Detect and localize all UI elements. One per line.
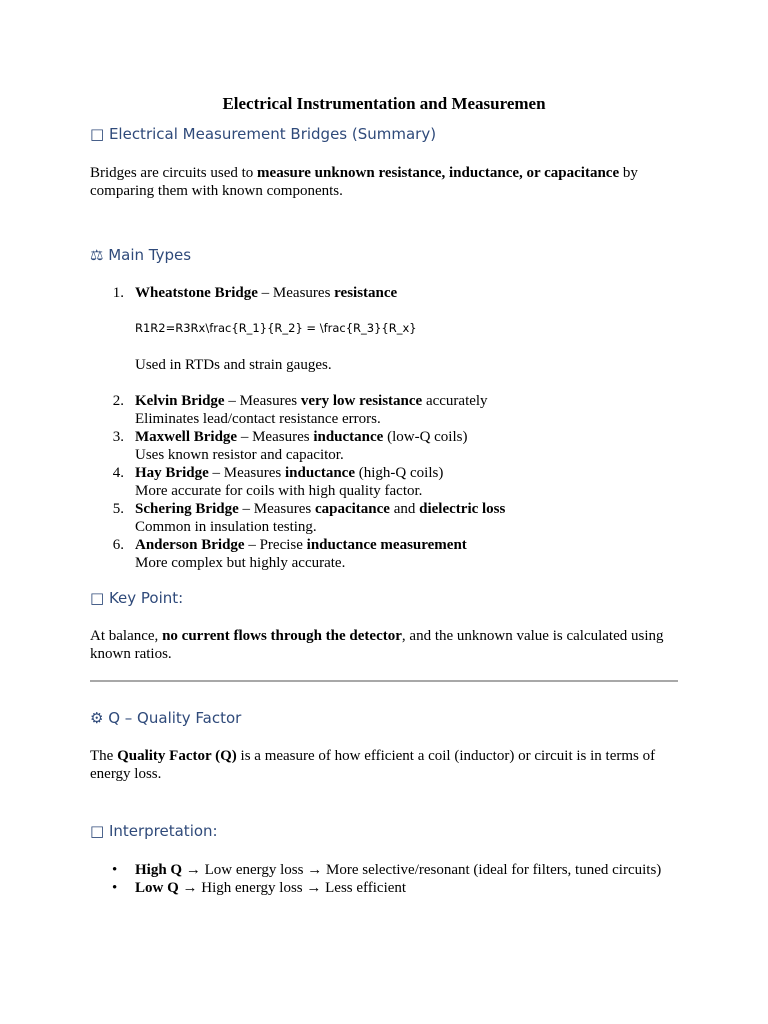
bridge-name: Anderson Bridge <box>135 537 245 553</box>
bridge-note: More accurate for coils with high quality factor. <box>135 483 423 499</box>
key-point-paragraph: At balance, no current flows through the detector, and the unknown value is calculated using known ratios. <box>90 628 664 662</box>
document-title: Electrical Instrumentation and Measuremen <box>222 94 546 113</box>
horizontal-divider <box>90 680 678 682</box>
list-item: 5. Schering Bridge – Measures capacitance and dielectric loss Common in insulation testing. <box>90 500 678 536</box>
bridge-list <box>90 284 678 302</box>
list-item: 6. Anderson Bridge – Precise inductance measurement More complex but highly accurate. <box>90 536 678 572</box>
bridge-note: Eliminates lead/contact resistance errors. <box>135 411 381 427</box>
interpretation-list <box>90 861 678 897</box>
bridge-name: Kelvin Bridge <box>135 393 225 409</box>
list-item: • Low Q → High energy loss → Less efficient <box>112 880 407 896</box>
bridge-name: Hay Bridge <box>135 465 209 481</box>
list-number: 5. <box>112 501 124 517</box>
section-heading-interpretation: □ Interpretation: <box>90 822 218 840</box>
list-item: 3. Maxwell Bridge – Measures inductance (low-Q coils) Uses known resistor and capacitor. <box>90 428 678 464</box>
section-heading-quality-factor: ⚙ Q – Quality Factor <box>90 709 242 727</box>
list-item: • High Q → Low energy loss → More selective/resonant (ideal for filters, tuned circuits) <box>112 862 662 878</box>
list-item: 2. Kelvin Bridge – Measures very low resistance accurately Eliminates lead/contact resistance errors. <box>90 392 678 428</box>
bullet: • <box>112 862 118 878</box>
bridge-note: Uses known resistor and capacitor. <box>135 447 344 463</box>
bridge-name: Schering Bridge <box>135 501 239 517</box>
bridge-name: Maxwell Bridge <box>135 429 238 445</box>
list-item: 4. Hay Bridge – Measures inductance (high-Q coils) More accurate for coils with high quality factor. <box>90 464 678 500</box>
section-heading-main-types: ⚖ Main Types <box>90 246 192 264</box>
bridge-note: Common in insulation testing. <box>135 519 317 535</box>
list-item: 1. Wheatstone Bridge – Measures resistance <box>90 284 678 302</box>
section-heading-bridges: □ Electrical Measurement Bridges (Summary) <box>90 125 437 143</box>
quality-factor-paragraph: The Quality Factor (Q) is a measure of how efficient a coil (inductor) or circuit is in terms of energy loss. <box>90 748 656 782</box>
bridge-list-continued <box>90 392 678 572</box>
intro-paragraph: Bridges are circuits used to measure unknown resistance, inductance, or capacitance by comparing them with known components. <box>90 165 638 199</box>
section-heading-key-point: □ Key Point: <box>90 589 184 607</box>
list-number: 3. <box>112 429 124 445</box>
list-number: 2. <box>112 393 124 409</box>
list-number: 6. <box>112 537 124 553</box>
wheatstone-note: Used in RTDs and strain gauges. <box>135 357 332 373</box>
bridge-note: More complex but highly accurate. <box>135 555 346 571</box>
bullet: • <box>112 880 118 896</box>
wheatstone-formula: R1R2=R3Rx\frac{R_1}{R_2} = \frac{R_3}{R_x} <box>135 321 417 335</box>
list-number: 1. <box>112 285 124 301</box>
list-number: 4. <box>112 465 124 481</box>
bridge-name: Wheatstone Bridge <box>135 285 258 301</box>
